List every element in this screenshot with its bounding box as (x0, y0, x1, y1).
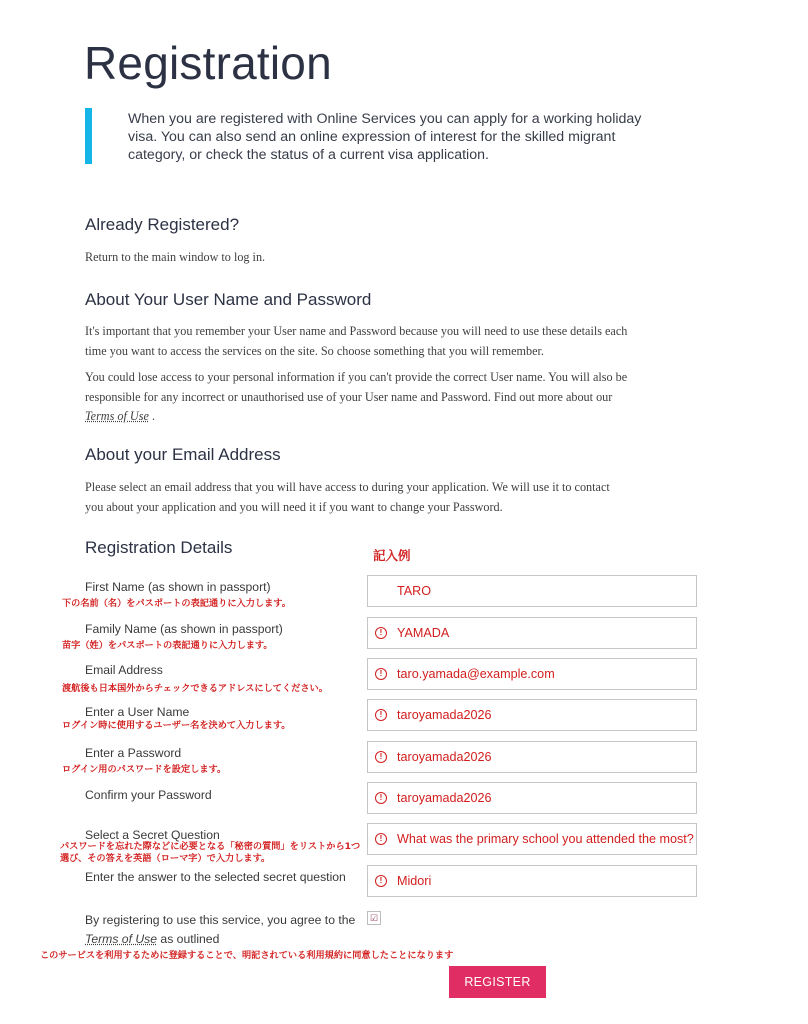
username-password-para2 (85, 368, 633, 427)
username-value: taroyamada2026 (397, 708, 492, 722)
first-name-label: First Name (as shown in passport) (85, 580, 271, 594)
terms-note: このサービスを利用するために登録することで、明記されている利用規約に同意したことになります (40, 950, 454, 961)
password-note: ログイン用のパスワードを設定します。 (62, 764, 227, 775)
example-label: 記入例 (373, 548, 411, 563)
terms-text: By registering to use this service, you agree to the (85, 913, 356, 927)
password-label: Enter a Password (85, 746, 182, 760)
check-icon: ☑ (369, 912, 379, 923)
secret-question-value: What was the primary school you attended the most? (397, 832, 694, 846)
secret-answer-label: Enter the answer to the selected secret question (85, 870, 346, 884)
para2-end: . (148, 409, 155, 423)
username-note: ログイン時に使用するユーザー名を決めて入力します。 (62, 720, 291, 731)
first-name-input[interactable] (367, 575, 697, 607)
terms-text-end: as outlined (157, 932, 220, 946)
first-name-value: TARO (397, 584, 432, 598)
email-text: Please select an email address that you will have access to during your application. We will use it to contact you about your application and you will need it if you want to change your Password. (85, 480, 610, 514)
username-password-para1: It's important that you remember your User name and Password because you will need to use these details each time you want to access the services on the site. So choose something that you will remember. (85, 324, 628, 358)
secret-question-label: Select a Secret Question (85, 828, 220, 842)
first-name-note: 下の名前（名）をパスポートの表記通りに入力します。 (62, 598, 291, 609)
para2-text: You could lose access to your personal information if you can't provide the correct User name. You will also be responsible for any incorrect or unauthorised use of your User name and Password. Find out more about our (85, 370, 628, 404)
terms-of-use-link-2[interactable]: Terms of Use (85, 932, 158, 946)
warning-icon: ! (375, 668, 387, 680)
username-label: Enter a User Name (85, 705, 190, 719)
password-input[interactable] (367, 741, 697, 773)
registration-details-heading: Registration Details (85, 538, 233, 557)
warning-icon: ! (375, 792, 387, 804)
already-registered-text: Return to the main window to log in. (85, 250, 266, 264)
terms-checkbox[interactable] (367, 911, 381, 925)
confirm-password-label: Confirm your Password (85, 788, 212, 802)
warning-icon: ! (375, 875, 387, 887)
username-input[interactable] (367, 699, 697, 731)
warning-icon: ! (375, 709, 387, 721)
secret-question-select[interactable] (367, 823, 697, 855)
secret-question-note: パスワードを忘れた際などに必要となる「秘密の質問」をリストから1つ選び、その答えを英語（ローマ字）で入力します。 (60, 841, 361, 864)
password-value: taroyamada2026 (397, 750, 492, 764)
email-input[interactable] (367, 658, 697, 690)
terms-of-use-link[interactable]: Terms of Use (85, 409, 149, 423)
warning-icon: ! (375, 833, 387, 845)
intro-accent-bar (85, 108, 92, 164)
email-value: taro.yamada@example.com (397, 667, 555, 681)
already-registered-heading: Already Registered? (85, 215, 240, 234)
intro-text: When you are registered with Online Services you can apply for a working holiday visa. You can also send an online expression of interest for the skilled migrant category, or check the status of a current visa application. (128, 111, 642, 163)
family-name-input[interactable] (367, 617, 697, 649)
email-label: Email Address (85, 663, 163, 677)
username-password-heading: About Your User Name and Password (85, 290, 372, 309)
warning-icon: ! (375, 751, 387, 763)
page-title: Registration (84, 37, 332, 89)
family-name-value: YAMADA (397, 626, 450, 640)
terms-agreement-text (85, 911, 355, 949)
email-heading: About your Email Address (85, 445, 281, 464)
secret-answer-value: Midori (397, 874, 432, 888)
email-note: 渡航後も日本国外からチェックできるアドレスにしてください。 (62, 683, 328, 694)
secret-answer-input[interactable] (367, 865, 697, 897)
confirm-password-input[interactable] (367, 782, 697, 814)
family-name-note: 苗字（姓）をパスポートの表記通りに入力します。 (62, 640, 273, 651)
warning-icon: ! (375, 627, 387, 639)
confirm-password-value: taroyamada2026 (397, 791, 492, 805)
family-name-label: Family Name (as shown in passport) (85, 622, 283, 636)
register-button[interactable]: REGISTER (449, 966, 546, 998)
